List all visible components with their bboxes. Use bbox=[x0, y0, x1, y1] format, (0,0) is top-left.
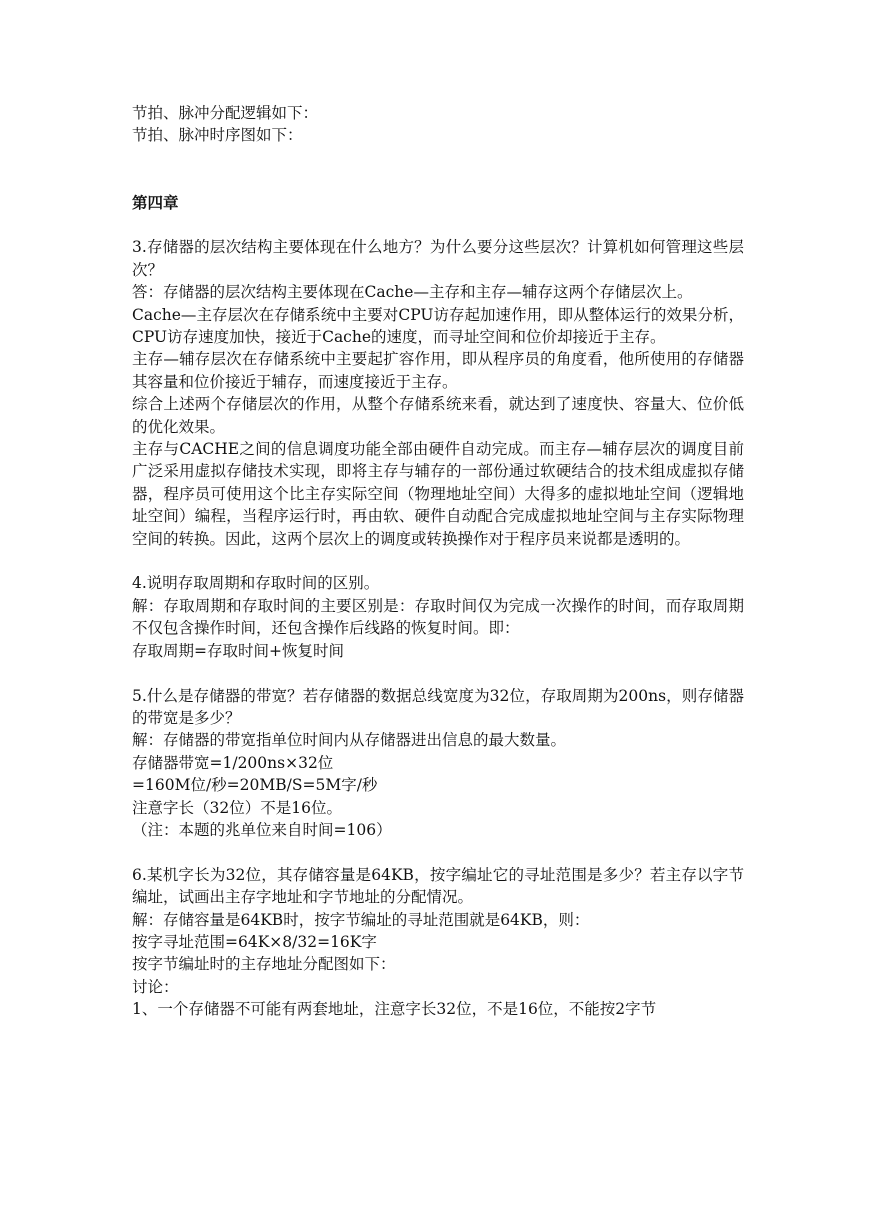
question-3-section bbox=[132, 236, 744, 550]
answer-paragraph: 解：存储器的带宽指单位时间内从存储器进出信息的最大数量。 bbox=[132, 731, 567, 750]
answer-paragraph: 存取周期=存取时间+恢复时间 bbox=[132, 641, 344, 660]
spacer bbox=[132, 550, 744, 572]
answer-paragraph: 解：存取周期和存取时间的主要区别是：存取时间仅为完成一次操作的时间，而存取周期不仅包含操作时间，还包含操作后线路的恢复时间。即： bbox=[132, 596, 744, 638]
answer-paragraph: 主存与CACHE之间的信息调度功能全部由硬件自动完成。而主存—辅存层次的调度目前广泛采用虚拟存储技术实现，即将主存与辅存的一部份通过软硬结合的技术组成虚拟存储器，程序员可使用这个比主存实际空间（物理地址空间）大得多的虚拟地址空间（逻辑地址空间）编程，当程序运行时，再由软、硬件自动配合完成虚拟地址空间与主存实际物理空间的转换。因此，这两个层次上的调度或转换操作对于程序员来说都是透明的。 bbox=[132, 440, 744, 548]
answer-paragraph: Cache—主存层次在存储系统中主要对CPU访存起加速作用，即从整体运行的效果分析，CPU访存速度加快，接近于Cache的速度，而寻址空间和位价却接近于主存。 bbox=[132, 305, 744, 347]
question-3-text: 3.存储器的层次结构主要体现在什么地方？为什么要分这些层次？计算机如何管理这些层次？ bbox=[132, 238, 744, 279]
answer-paragraph: 按字节编址时的主存地址分配图如下： bbox=[132, 955, 396, 974]
spacer bbox=[132, 662, 744, 684]
question-5-text: 5.什么是存储器的带宽？若存储器的数据总线宽度为32位，存取周期为200ns，则存储器的带宽是多少？ bbox=[132, 686, 744, 727]
answer-paragraph: 1、一个存储器不可能有两套地址，注意字长32位，不是16位，不能按2字节 bbox=[132, 1000, 657, 1019]
question-5-section bbox=[132, 685, 744, 842]
answer-paragraph: 主存—辅存层次在存储系统中主要起扩容作用，即从程序员的角度看，他所使用的存储器其容量和位价接近于辅存，而速度接近于主存。 bbox=[132, 350, 744, 391]
spacer bbox=[132, 147, 744, 192]
answer-paragraph: 讨论： bbox=[132, 977, 179, 996]
answer-paragraph: 综合上述两个存储层次的作用，从整个存储系统来看，就达到了速度快、容量大、位价低的优化效果。 bbox=[132, 395, 744, 436]
answer-paragraph: 按字寻址范围=64K×8/32=16K字 bbox=[132, 932, 377, 951]
document-page bbox=[132, 102, 744, 1021]
answer-paragraph: 注意字长（32位）不是16位。 bbox=[132, 798, 342, 817]
question-4-text: 4.说明存取周期和存取时间的区别。 bbox=[132, 574, 380, 593]
question-4-section bbox=[132, 572, 744, 662]
chapter-title: 第四章 bbox=[132, 193, 179, 212]
question-6-section bbox=[132, 864, 744, 1021]
intro-line-2: 节拍、脉冲时序图如下： bbox=[132, 126, 303, 145]
answer-paragraph: =160M位/秒=20MB/S=5M字/秒 bbox=[132, 776, 378, 795]
answer-paragraph: 答：存储器的层次结构主要体现在Cache—主存和主存—辅存这两个存储层次上。 bbox=[132, 283, 693, 302]
question-6-text: 6.某机字长为32位，其存储容量是64KB，按字编址它的寻址范围是多少？若主存以字节编址，试画出主存字地址和字节地址的分配情况。 bbox=[132, 865, 744, 907]
answer-paragraph: 解：存储容量是64KB时，按字节编址的寻址范围就是64KB，则： bbox=[132, 910, 590, 929]
spacer bbox=[132, 214, 744, 236]
answer-paragraph: 存储器带宽=1/200ns×32位 bbox=[132, 753, 334, 772]
intro-line-1: 节拍、脉冲分配逻辑如下： bbox=[132, 104, 319, 122]
answer-paragraph: （注：本题的兆单位来自时间=106） bbox=[132, 820, 392, 839]
spacer bbox=[132, 841, 744, 863]
